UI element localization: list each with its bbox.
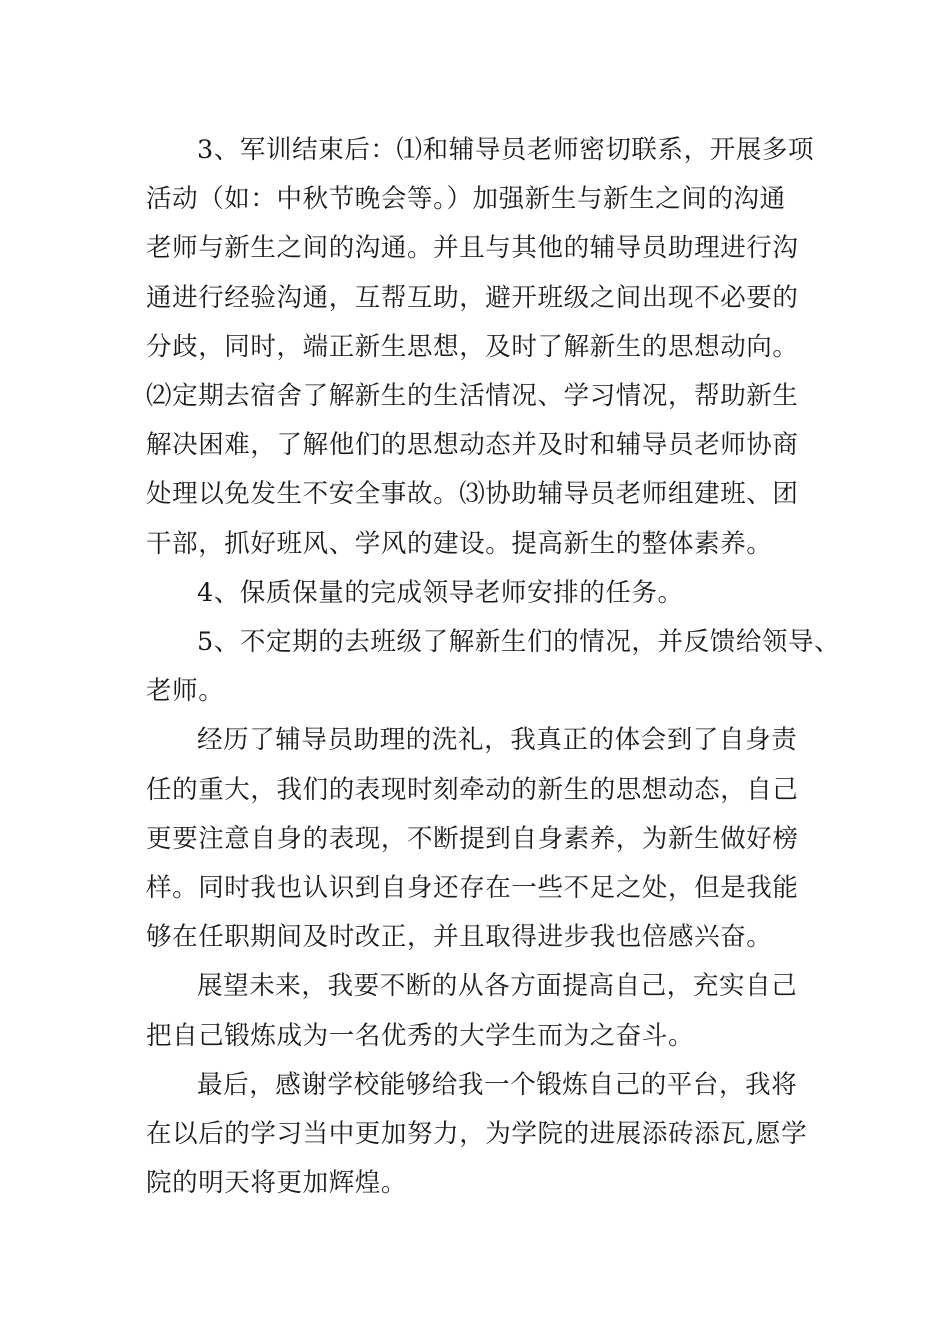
text-line: 院的明天将更加辉煌。 [146,1168,408,1199]
text-line: 通进行经验沟通，互帮互助，避开班级之间出现不必要的 [146,282,799,313]
paragraph-closing [146,1061,808,1209]
paragraph-outlook [146,962,808,1060]
text-line: 最后，感谢学校能够给我一个锻炼自己的平台，我将 [197,1069,798,1100]
text-line: 处理以免发生不安全事故。⑶协助辅导员老师组建班、团 [146,479,799,510]
text-line: 在以后的学习当中更加努力，为学院的进展添砖添瓦,愿学 [146,1119,808,1150]
text-line: 分歧，同时，端正新生思想，及时了解新生的思想动向。 [146,331,799,362]
text-line: 老师与新生之间的沟通。并且与其他的辅导员助理进行沟 [146,233,799,264]
text-line: 任的重大，我们的表现时刻牵动的新生的思想动态，自己 [146,774,799,805]
text-line: 4、保质保量的完成领导老师安排的任务。 [197,577,684,608]
text-line: 5、不定期的去班级了解新生们的情况，并反馈给领导、 [197,627,841,658]
text-line: 老师。 [146,676,225,707]
text-line: 够在任职期间及时改正，并且取得进步我也倍感兴奋。 [146,922,773,953]
paragraph-item-3 [146,126,815,569]
text-line: 3、军训结束后：⑴和辅导员老师密切联系，开展多项 [197,135,815,165]
text-line: 经历了辅导员助理的洗礼，我真正的体会到了自身责 [197,725,798,756]
document-body [146,126,841,1208]
paragraph-item-4 [146,569,808,618]
paragraph-item-5 [146,618,841,716]
text-line: 展望未来，我要不断的从各方面提高自己，充实自己 [197,971,798,1002]
text-line: 解决困难，了解他们的思想动态并及时和辅导员老师协商 [146,430,799,461]
text-line: 样。同时我也认识到自身还存在一些不足之处，但是我能 [146,873,799,904]
text-line: ⑵定期去宿舍了解新生的生活情况、学习情况，帮助新生 [146,381,799,412]
text-line: 更要注意自身的表现，不断提到自身素养，为新生做好榜 [146,823,799,854]
text-line: 干部，抓好班风、学风的建设。提高新生的整体素养。 [146,528,773,559]
text-line: 把自己锻炼成为一名优秀的大学生而为之奋斗。 [146,1020,695,1051]
text-line: 活动（如：中秋节晚会等。）加强新生与新生之间的沟通 [146,184,786,215]
paragraph-reflection [146,716,808,962]
